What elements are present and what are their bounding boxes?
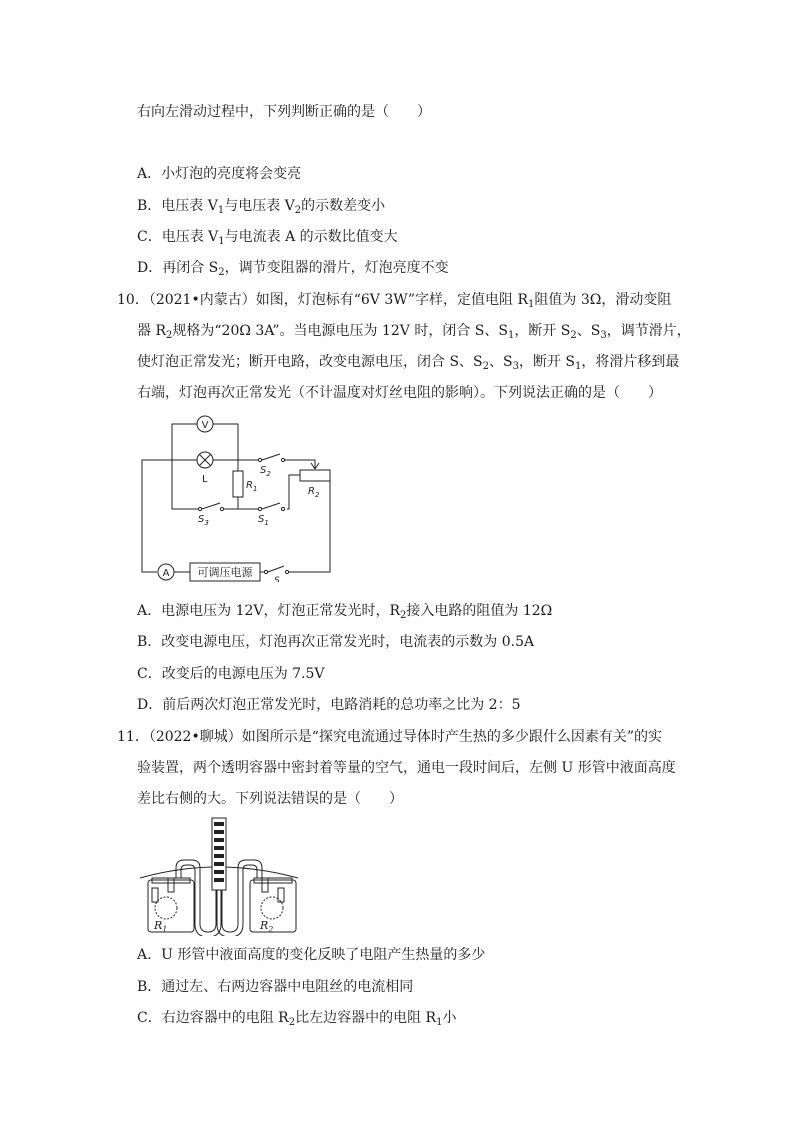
q11-option-b[interactable] bbox=[137, 977, 413, 997]
q10-option-b[interactable] bbox=[137, 632, 534, 652]
option-text: ，调节变阻器的滑片，灯泡亮度不变 bbox=[224, 260, 449, 276]
q9-option-d[interactable] bbox=[137, 258, 449, 278]
q11-line-3: 差比右侧的大。下列说法错误的是（ ） bbox=[137, 791, 403, 807]
option-text: 电源电压为 12V，灯泡正常发光时，R bbox=[161, 603, 401, 619]
option-text: 电压表 V bbox=[161, 229, 219, 245]
stem-text: ，断开 S bbox=[514, 323, 571, 339]
switch-node bbox=[258, 507, 261, 510]
option-text: 与电压表 V bbox=[224, 198, 295, 214]
switch-node bbox=[258, 458, 261, 461]
left-outer-wire bbox=[142, 460, 172, 572]
subscript: 2 bbox=[288, 1017, 296, 1028]
switch-node bbox=[264, 570, 267, 573]
option-label: C． bbox=[137, 666, 162, 682]
s-label: S bbox=[274, 576, 280, 582]
q11-apparatus-diagram bbox=[138, 816, 302, 936]
stem-text: 、S bbox=[576, 323, 601, 339]
subscript: 3 bbox=[512, 361, 519, 372]
stem-text: 阻值为 3Ω，滑动变阻 bbox=[534, 292, 672, 308]
subscript: 3 bbox=[600, 330, 607, 341]
option-text: U 形管中液面高度的变化反映了电阻产生热量的多少 bbox=[161, 947, 486, 963]
q9-option-b[interactable] bbox=[137, 196, 385, 216]
q10-option-d[interactable] bbox=[137, 695, 521, 715]
q11-line-2: 验装置，两个透明容器中密封着等量的空气，通电一段时间后，左侧 U 形管中液面高度 bbox=[137, 760, 676, 776]
q10-line-3 bbox=[137, 352, 679, 372]
option-label: A． bbox=[137, 603, 162, 619]
option-label: D． bbox=[137, 697, 163, 713]
option-text: 比左边容器中的电阻 R bbox=[295, 1010, 437, 1026]
question-number: 11． bbox=[117, 729, 149, 745]
slider-wire bbox=[285, 460, 315, 469]
stem-text: 使灯泡正常发光；断开电路，改变电源电压，闭合 S、S bbox=[137, 354, 483, 370]
switch-node bbox=[285, 570, 288, 573]
q9-stem-tail: 右向左滑动过程中，下列判断正确的是（ ） bbox=[137, 104, 431, 120]
option-text: 改变电源电压，灯泡再次正常发光时，电流表的示数为 0.5A bbox=[161, 634, 535, 650]
voltmeter-label: V bbox=[201, 420, 209, 431]
q11-option-a[interactable] bbox=[137, 945, 485, 965]
right-terminal bbox=[278, 888, 284, 902]
s-blade bbox=[268, 566, 284, 572]
left-u-tube bbox=[176, 818, 216, 932]
q11-option-c[interactable] bbox=[137, 1008, 456, 1028]
lamp-cross bbox=[200, 455, 211, 466]
option-label: C． bbox=[137, 229, 162, 245]
q10-line-2 bbox=[137, 321, 691, 341]
left-resistance-coil bbox=[155, 897, 177, 919]
right-u-tube bbox=[222, 818, 262, 932]
option-text: 小 bbox=[442, 1010, 457, 1026]
stem-text: ，断开 S bbox=[518, 354, 576, 370]
s2-label: $S_2$ bbox=[260, 465, 271, 478]
switch-node bbox=[281, 507, 284, 510]
s1-blade bbox=[262, 503, 280, 509]
subscript: 1 bbox=[217, 205, 225, 216]
subscript: 2 bbox=[482, 361, 490, 372]
question-number: 10． bbox=[117, 292, 149, 308]
r2-left-wire bbox=[287, 475, 300, 509]
s2-blade bbox=[262, 454, 280, 460]
s1-label: $S_1$ bbox=[258, 514, 269, 527]
q10-option-c[interactable] bbox=[137, 664, 325, 684]
r1-label: $R_1$ bbox=[154, 919, 168, 934]
option-text: 电压表 V bbox=[161, 198, 218, 214]
option-label: D． bbox=[137, 260, 163, 276]
option-label: C． bbox=[137, 1010, 162, 1026]
subscript: 1 bbox=[436, 1017, 443, 1028]
stem-text: ，调节滑片， bbox=[606, 323, 691, 339]
option-label: B． bbox=[137, 198, 162, 214]
stem-text: 规格为“20Ω 3A”。当电源电压为 12V 时，闭合 S、S bbox=[172, 323, 508, 339]
q10-option-a[interactable] bbox=[137, 601, 552, 621]
option-text: 前后两次灯泡正常发光时，电路消耗的总功率之比为 2：5 bbox=[162, 697, 521, 713]
r2-label: $R_2$ bbox=[260, 919, 274, 934]
r2-symbol bbox=[300, 470, 330, 481]
r1-label: $R_1$ bbox=[246, 480, 258, 493]
stem-text: （2021•内蒙古）如图，灯泡标有“6V 3W”字样，定值电阻 R bbox=[148, 292, 529, 308]
option-label: A． bbox=[137, 947, 162, 963]
option-text: 右边容器中的电阻 R bbox=[161, 1010, 289, 1026]
switch-node bbox=[220, 507, 223, 510]
power-source-label: 可调压电源 bbox=[197, 566, 253, 579]
subscript: 1 bbox=[575, 361, 582, 372]
subscript: 1 bbox=[218, 236, 225, 247]
option-label: B． bbox=[137, 634, 162, 650]
right-resistance-coil bbox=[261, 897, 283, 919]
option-text: 接入电路的阻值为 12Ω bbox=[406, 603, 553, 619]
option-label: A． bbox=[137, 166, 162, 182]
subscript: 1 bbox=[528, 299, 535, 310]
stem-text: ，将滑片移到最 bbox=[581, 354, 680, 370]
option-text: 的示数差变小 bbox=[301, 198, 386, 214]
q11-line-1 bbox=[117, 727, 662, 747]
r1-symbol bbox=[233, 471, 243, 497]
s3-blade bbox=[202, 503, 220, 509]
subscript: 2 bbox=[166, 330, 173, 341]
q9-option-c[interactable] bbox=[137, 227, 398, 247]
subscript: 2 bbox=[400, 610, 407, 621]
option-text: 通过左、右两边容器中电阻丝的电流相同 bbox=[161, 979, 414, 995]
subscript: 2 bbox=[570, 330, 577, 341]
stem-text: 器 R bbox=[137, 323, 166, 339]
subscript: 1 bbox=[507, 330, 515, 341]
option-text: 与电流表 A 的示数比值变大 bbox=[224, 229, 398, 245]
r2-label: $R_2$ bbox=[308, 486, 320, 499]
switch-node bbox=[281, 458, 284, 461]
ammeter-label: A bbox=[162, 568, 170, 579]
q9-option-a[interactable] bbox=[137, 164, 301, 184]
lamp-label: L bbox=[202, 474, 208, 485]
option-text: 再闭合 S bbox=[162, 260, 219, 276]
q10-line-4 bbox=[137, 383, 662, 403]
subscript: 2 bbox=[294, 205, 302, 216]
stem-text: 、S bbox=[489, 354, 513, 370]
stem-text: 右端，灯泡再次正常发光（不计温度对灯丝电阻的影响）。下列说法正确的是（ ） bbox=[137, 385, 662, 401]
option-label: B． bbox=[137, 979, 162, 995]
s3-label: $S_3$ bbox=[198, 514, 209, 527]
option-text: 小灯泡的亮度将会变亮 bbox=[161, 166, 302, 182]
stem-text: （2022•聊城）如图所示是“探究电流通过导体时产生热的多少跟什么因素有关”的实 bbox=[148, 729, 663, 745]
subscript: 2 bbox=[218, 267, 225, 278]
q10-line-1 bbox=[117, 290, 671, 310]
option-text: 改变后的电源电压为 7.5V bbox=[161, 666, 325, 682]
s3-wire bbox=[172, 460, 198, 509]
left-terminal bbox=[152, 888, 158, 902]
q10-circuit-diagram bbox=[140, 412, 340, 582]
switch-node bbox=[198, 507, 201, 510]
